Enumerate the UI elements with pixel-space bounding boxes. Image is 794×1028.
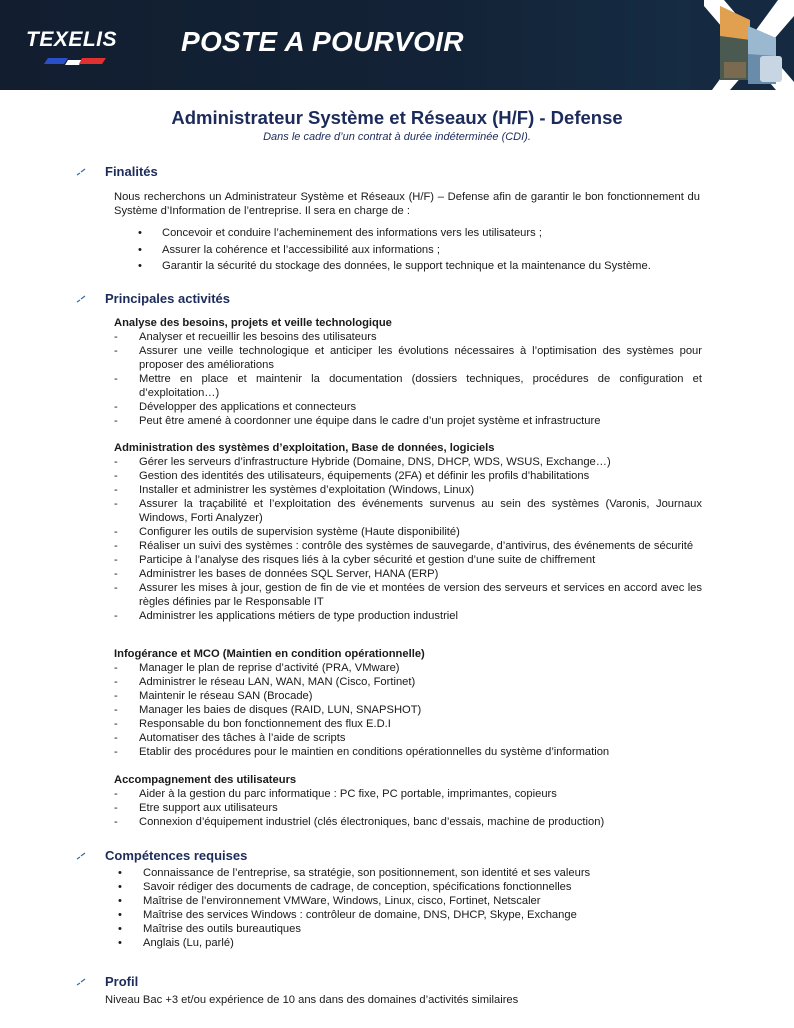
list-item: - Participe à l’analyse des risques liés à la cyber sécurité et gestion d’une suite de chiffrement [114,554,596,566]
section-title: Profil [105,974,139,989]
list-item: - Développer des applications et connecteurs [114,401,357,413]
texelis-logo: TEXELIS [26,28,118,51]
list-item: • Maîtrise de l’environnement VMWare, Windows, Linux, cisco, Fortinet, Netscaler [118,895,541,907]
vehicles-collage-icon [690,0,794,90]
list-item: - Assurer les mises à jour, gestion de fin de vie et montées de version des serveurs et services en accord avec les règles définies par le Responsable IT [114,582,702,608]
activity-group-list [114,787,702,829]
competences-list [114,866,702,950]
list-item: - Manager les baies de disques (RAID, LUN, SNAPSHOT) [114,704,422,716]
french-flag-stripe-icon [44,57,106,65]
list-item: - Administrer le réseau LAN, WAN, MAN (Cisco, Fortinet) [114,676,416,688]
activity-group-title: Accompagnement des utilisateurs [114,774,297,786]
contract-type: Dans le cadre d’un contrat à durée indéterminée (CDI). [263,131,531,143]
finalites-list [114,226,704,276]
list-item: - Maintenir le réseau SAN (Brocade) [114,690,313,702]
list-item: - Automatiser des tâches à l’aide de scripts [114,732,346,744]
list-item: - Connexion d’équipement industriel (clés électroniques, banc d’essais, machine de production) [114,816,605,828]
activity-group-list [114,455,702,623]
activity-group-title: Infogérance et MCO (Maintien en condition opérationnelle) [114,648,425,660]
activity-group-list [114,661,702,759]
activity-group-title: Administration des systèmes d’exploitation, Base de données, logiciels [114,442,495,454]
list-item: • Concevoir et conduire l’acheminement des informations vers les utilisateurs ; [138,227,542,239]
list-item: • Maîtrise des services Windows : contrôleur de domaine, DNS, DHCP, Skype, Exchange [118,909,577,921]
header-banner [0,0,794,90]
list-item: - Peut être amené à coordonner une équipe dans le cadre d’un projet système et infrastructure [114,415,601,427]
list-item: - Etre support aux utilisateurs [114,802,278,814]
section-title: Finalités [105,164,158,179]
finalites-intro: Nous recherchons un Administrateur Système et Réseaux (H/F) – Defense afin de garantir le bon fonctionnement du Système d’Information de l’entreprise. Il sera en charge de : [114,191,700,217]
list-item: - Réaliser un suivi des systèmes : contrôle des systèmes de sauvegarde, d’antivirus, des événements de sécurité [114,540,694,552]
activity-group-title: Analyse des besoins, projets et veille technologique [114,317,392,329]
list-item: - Gestion des identités des utilisateurs, équipements (2FA) et définir les profils d’habilitations [114,470,590,482]
section-title: Compétences requises [105,848,248,863]
section-check-icon [76,852,86,860]
list-item: - Analyser et recueillir les besoins des utilisateurs [114,331,377,343]
list-item: - Configurer les outils de supervision système (Haute disponibilité) [114,526,460,538]
section-check-icon [76,295,86,303]
list-item: • Maîtrise des outils bureautiques [118,923,301,935]
list-item: - Responsable du bon fonctionnement des flux E.D.I [114,718,391,730]
list-item: - Assurer la traçabilité et l’exploitation des événements survenus au sein des systèmes (Varonis, Journaux Windows, Forti Analyzer) [114,498,702,524]
list-item: • Anglais (Lu, parlé) [118,937,234,949]
list-item: • Savoir rédiger des documents de cadrage, de conception, spécifications fonctionnelles [118,881,572,893]
list-item: • Garantir la sécurité du stockage des données, le support technique et la maintenance du Système. [138,260,651,272]
job-title: Administrateur Système et Réseaux (H/F) - Defense [171,107,623,128]
list-item: - Manager le plan de reprise d’activité (PRA, VMware) [114,662,400,674]
activity-group-list [114,330,702,428]
list-item: - Assurer une veille technologique et anticiper les évolutions nécessaires à l’optimisation des systèmes pour proposer des améliorations [114,345,702,371]
list-item: - Mettre en place et maintenir la documentation (dossiers techniques, procédures de configuration et d’exploitation…) [114,373,702,399]
profil-text: Niveau Bac +3 et/ou expérience de 10 ans dans des domaines d’activités similaires [105,994,519,1006]
list-item: - Administrer les applications métiers de type production industriel [114,610,458,622]
list-item: • Connaissance de l’entreprise, sa stratégie, son positionnement, son identité et ses valeurs [118,867,591,879]
list-item: - Administrer les bases de données SQL Server, HANA (ERP) [114,568,439,580]
banner-title: POSTE A POURVOIR [181,26,464,57]
list-item: - Aider à la gestion du parc informatique : PC fixe, PC portable, imprimantes, copieurs [114,788,557,800]
section-title: Principales activités [105,291,231,306]
list-item: - Installer et administrer les systèmes d’exploitation (Windows, Linux) [114,484,475,496]
list-item: - Etablir des procédures pour le maintien en conditions opérationnelles du système d’information [114,746,610,758]
section-check-icon [76,168,86,176]
list-item: • Assurer la cohérence et l’accessibilité aux informations ; [138,243,440,256]
section-check-icon [76,978,86,986]
list-item: - Gérer les serveurs d’infrastructure Hybride (Domaine, DNS, DHCP, WDS, WSUS, Exchange…) [114,456,611,468]
